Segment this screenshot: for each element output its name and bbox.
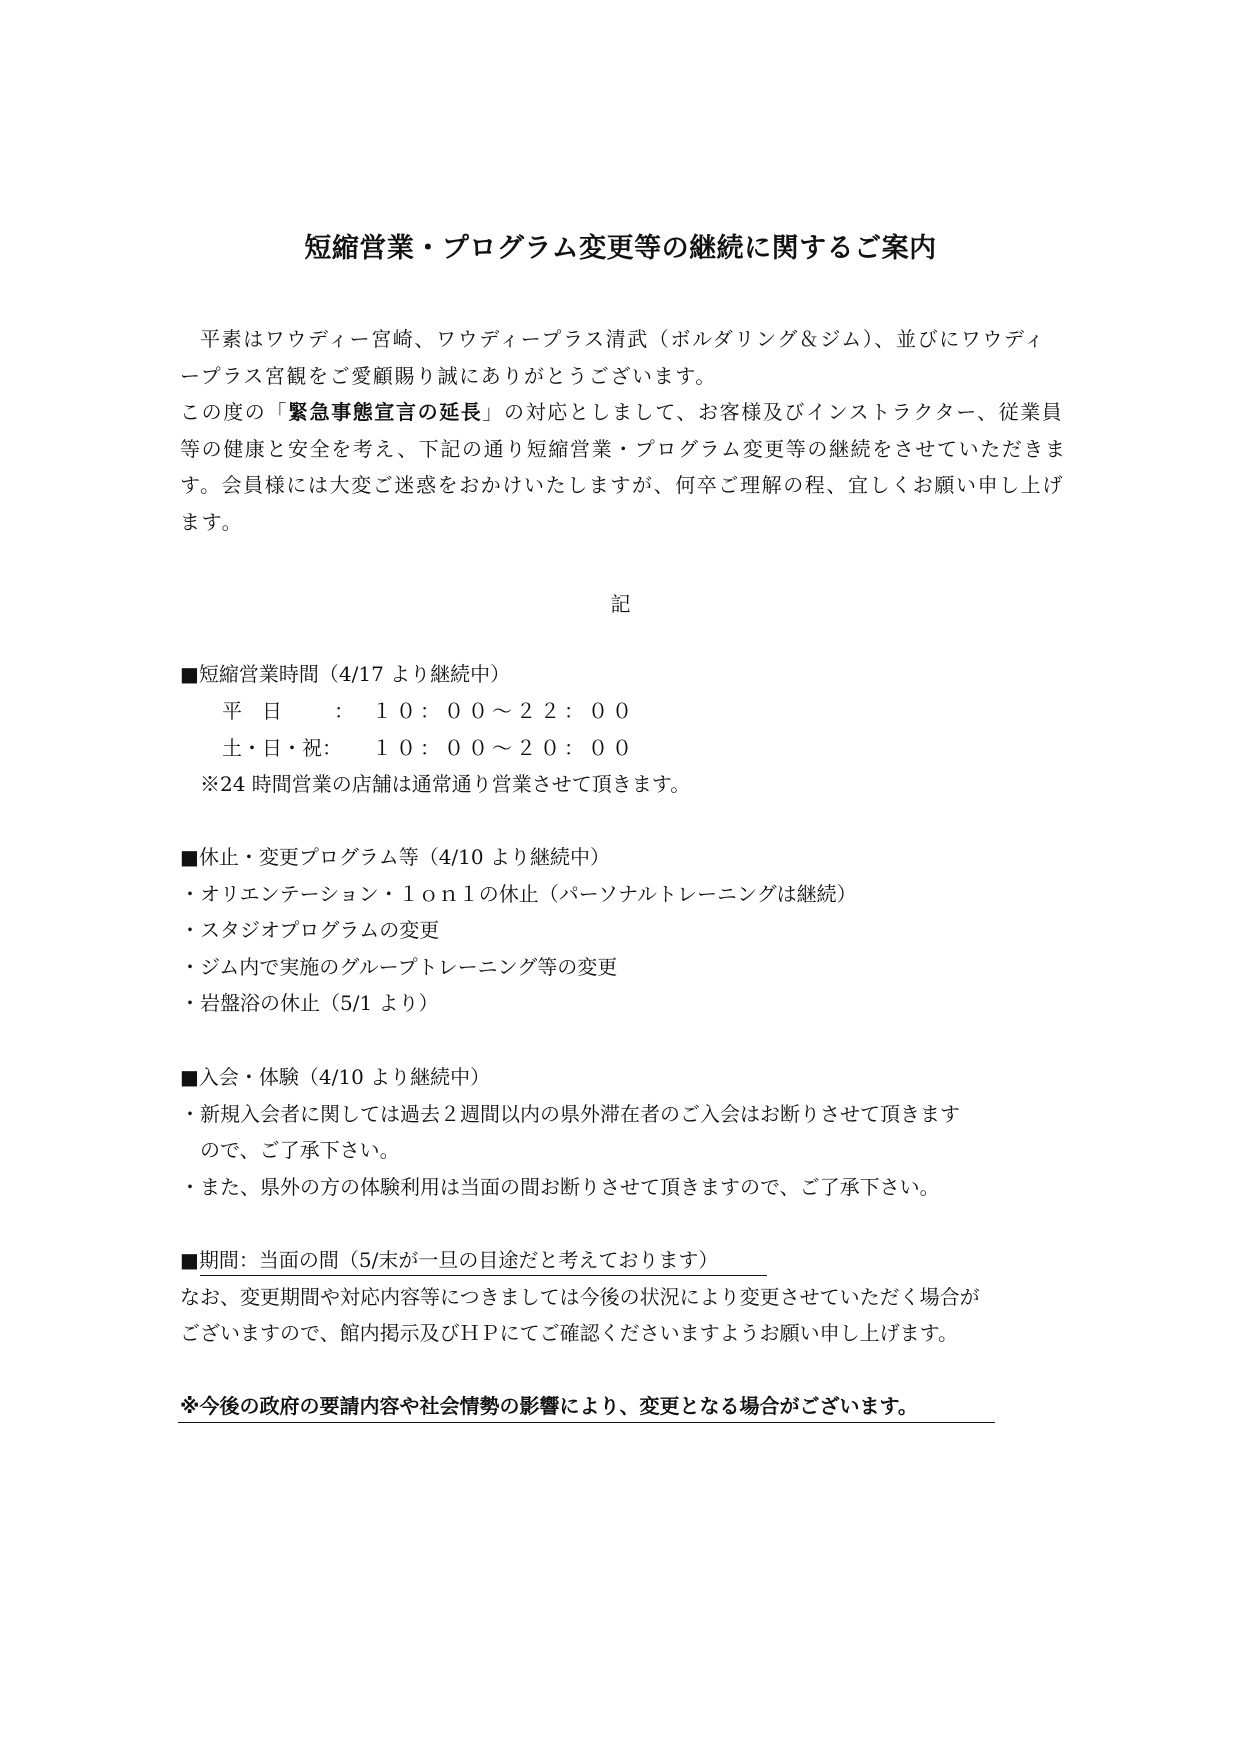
intro-line-6: ます。 <box>180 510 244 534</box>
intro-line-1: 平素はワウディー宮崎、ワウディープラス清武（ボルダリング＆ジム）、並びにワウディ <box>200 327 1046 351</box>
period-mark: ■ <box>180 1248 199 1272</box>
weekend-label: 土・日・祝： <box>222 736 342 760</box>
weekday-label: 平 日 <box>222 699 282 723</box>
intro-line-5: す。会員様には大変ご迷惑をおかけいたしますが、何卒ご理解の程、宜しくお願い申し上げ <box>180 473 1064 497</box>
program-item: ・岩盤浴の休止（5/1 より） <box>180 991 439 1015</box>
weekend-time: １０：００～２０：００ <box>372 736 636 760</box>
program-item: ・ジム内で実施のグループトレーニング等の変更 <box>180 955 618 979</box>
page-title: 短縮営業・プログラム変更等の継続に関するご案内 <box>304 233 937 264</box>
period-underline <box>200 1275 767 1276</box>
join-line-1: ・新規入会者に関しては過去２週間以内の県外滞在者のご入会はお断りさせて頂きます <box>180 1102 960 1126</box>
intro-line-4: 等の健康と安全を考え、下記の通り短縮営業・プログラム変更等の継続をさせていただきま <box>180 437 1067 461</box>
hours-note: ※24 時間営業の店舗は通常通り営業させて頂きます。 <box>200 772 691 796</box>
period-line-2: ございますので、館内掲示及びＨＰにてご確認くださいますようお願い申し上げます。 <box>180 1321 958 1345</box>
final-note-underline <box>178 1422 995 1423</box>
weekday-time: １０：００～２２：００ <box>372 699 636 723</box>
period-heading: 期間：当面の間（5/末が一旦の目途だと考えております） <box>198 1248 719 1272</box>
period-heading-line <box>180 1247 718 1273</box>
weekend-hours <box>222 735 636 761</box>
intro-line-3 <box>180 399 1063 425</box>
program-item: ・スタジオプログラムの変更 <box>180 918 440 942</box>
programs-heading: ■休止・変更プログラム等（4/10 より継続中） <box>180 845 610 869</box>
intro-line-2: ープラス宮観をご愛顧賜り誠にありがとうございます。 <box>180 364 717 388</box>
emergency-declaration-bold: 緊急事態宣言の延長 <box>288 400 483 424</box>
ki-marker: 記 <box>610 592 631 616</box>
join-line-3: ・また、県外の方の体験利用は当面の間お断りさせて頂きますので、ご了承下さい。 <box>180 1175 940 1199</box>
period-line-1: なお、変更期間や対応内容等につきましては今後の状況により変更させていただく場合が <box>180 1285 980 1309</box>
intro-line-3-pre: この度の「 <box>180 400 288 424</box>
final-note: ※今後の政府の要請内容や社会情勢の影響により、変更となる場合がございます。 <box>180 1394 918 1418</box>
hours-heading: ■短縮営業時間（4/17 より継続中） <box>180 662 511 686</box>
intro-line-3-post: 」の対応としまして、お客様及びインストラクター、従業員 <box>482 400 1064 424</box>
join-heading: ■入会・体験（4/10 より継続中） <box>180 1065 491 1089</box>
weekday-sep: ： <box>334 699 354 723</box>
join-line-2: ので、ご了承下さい。 <box>200 1138 400 1162</box>
program-item: ・オリエンテーション・１ｏｎ１の休止（パーソナルトレーニングは継続） <box>180 882 857 906</box>
weekday-hours <box>222 698 636 724</box>
